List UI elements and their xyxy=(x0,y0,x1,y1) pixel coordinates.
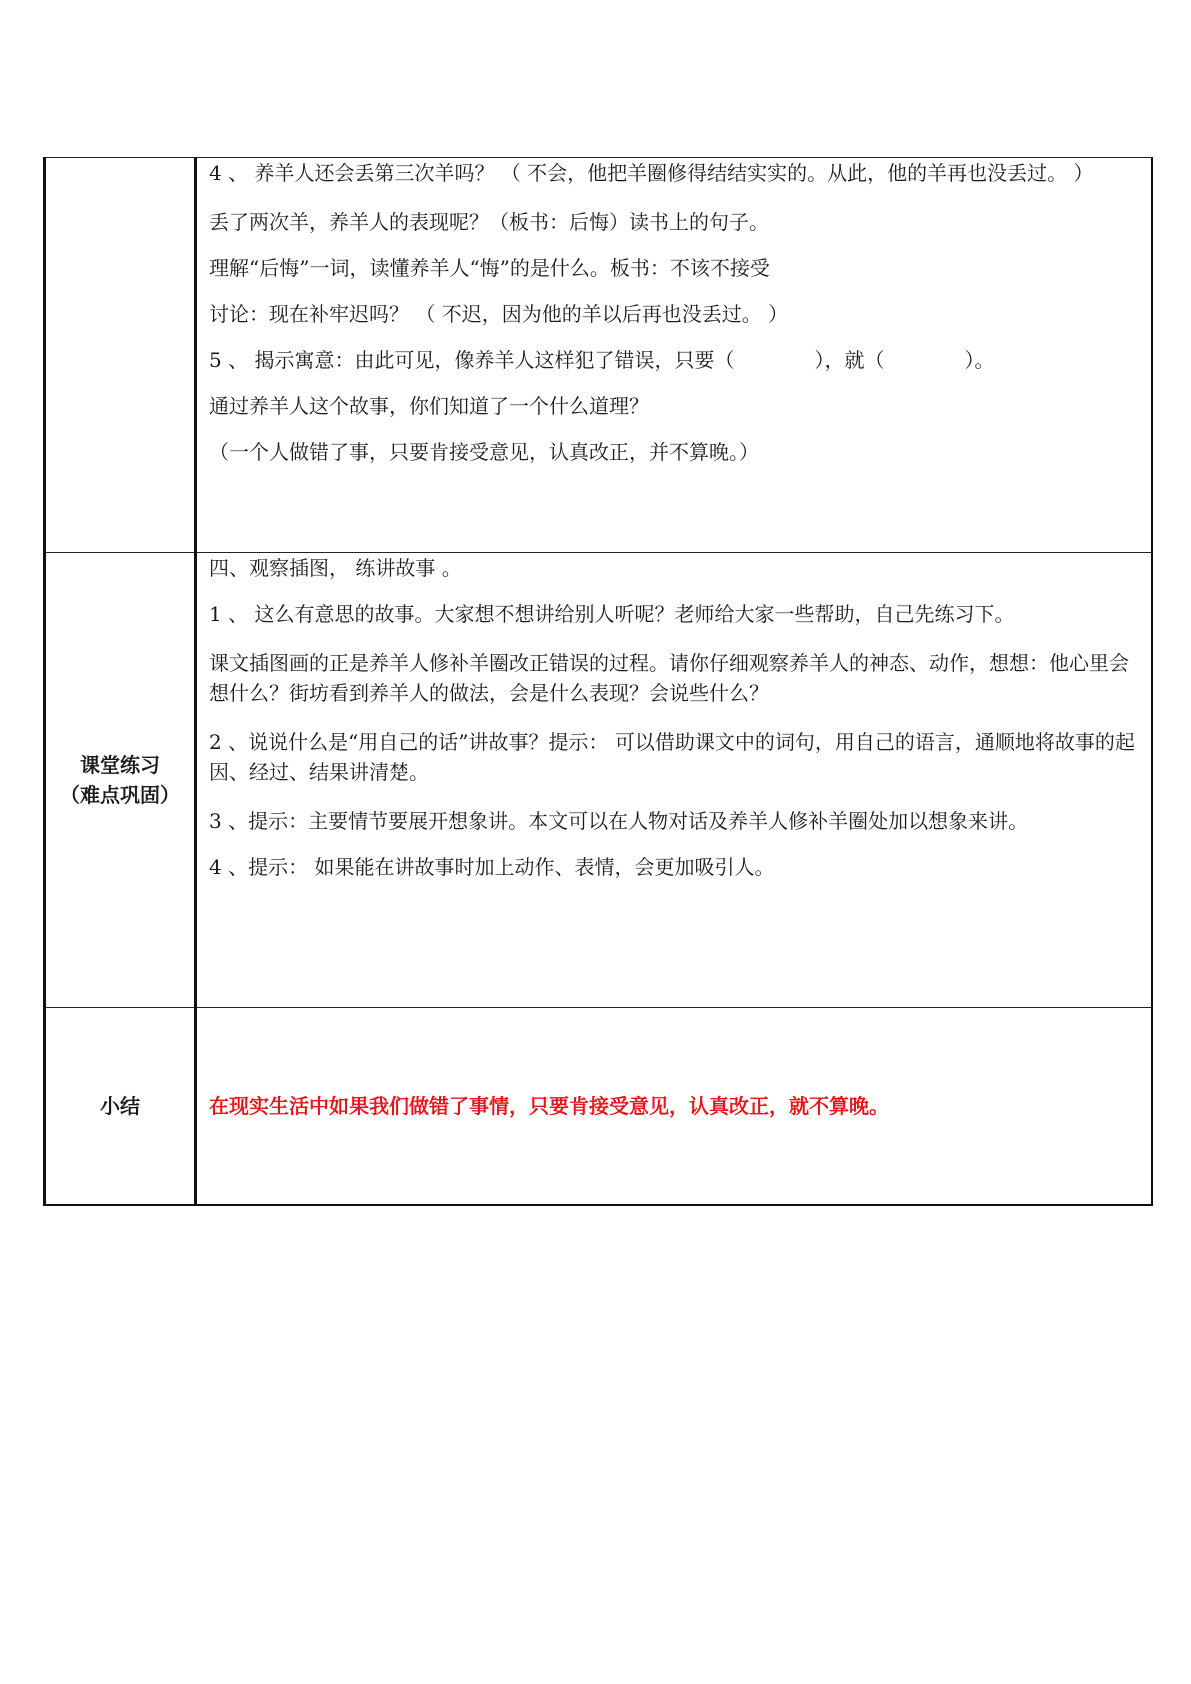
row-label-practice xyxy=(45,553,196,1008)
paragraph: 5 、 揭示寓意：由此可见，像养羊人这样犯了错误，只要（ ），就（ ）。 xyxy=(209,348,995,372)
summary-text: 在现实生活中如果我们做错了事情，只要肯接受意见，认真改正，就不算晚。 xyxy=(209,1093,889,1118)
row-label-summary: 小结 xyxy=(45,1008,196,1205)
table-row xyxy=(45,1008,1153,1205)
table-row xyxy=(45,553,1153,1008)
paragraph: 理解“后悔”一词，读懂养羊人“悔”的是什么。板书：不该不接受 xyxy=(209,256,770,280)
paragraph: 3 、提示：主要情节要展开想象讲。本文可以在人物对话及养羊人修补羊圈处加以想象来讲。 xyxy=(209,809,1029,833)
paragraph: 讨论：现在补牢迟吗？ （ 不迟，因为他的羊以后再也没丢过。 ） xyxy=(209,302,789,326)
paragraph: 2 、说说什么是“用自己的话”讲故事？提示： 可以借助课文中的词句，用自己的语言，通顺地将故事的起因、经过、结果讲清楚。 xyxy=(209,730,1135,784)
paragraph: 丢了两次羊，养羊人的表现呢？（板书：后悔）读书上的句子。 xyxy=(209,210,769,234)
lesson-plan-table xyxy=(43,157,1153,1206)
paragraph: （一个人做错了事，只要肯接受意见，认真改正，并不算晚。） xyxy=(209,440,759,464)
paragraph: 4 、提示： 如果能在讲故事时加上动作、表情，会更加吸引人。 xyxy=(209,855,775,879)
paragraph: 4 、 养羊人还会丢第三次羊吗？ （ 不会，他把羊圈修得结结实实的。从此，他的羊再也没丢过。 ） xyxy=(209,161,1094,185)
table-row xyxy=(45,158,1153,553)
content-cell xyxy=(196,158,1153,553)
content-cell xyxy=(196,1008,1153,1205)
paragraph: 1 、 这么有意思的故事。大家想不想讲给别人听呢？老师给大家一些帮助，自己先练习下。 xyxy=(209,602,1015,626)
paragraph: 课文插图画的正是养羊人修补羊圈改正错误的过程。请你仔细观察养羊人的神态、动作，想想：他心里会想什么？街坊看到养羊人的做法，会是什么表现？会说些什么？ xyxy=(209,651,1129,705)
row-label-empty xyxy=(45,158,196,553)
label-line: 课堂练习 xyxy=(80,753,160,777)
label-line: （难点巩固） xyxy=(60,783,180,807)
content-cell xyxy=(196,553,1153,1008)
paragraph: 四、观察插图， 练讲故事 。 xyxy=(209,556,462,580)
paragraph: 通过养羊人这个故事，你们知道了一个什么道理？ xyxy=(209,394,649,418)
